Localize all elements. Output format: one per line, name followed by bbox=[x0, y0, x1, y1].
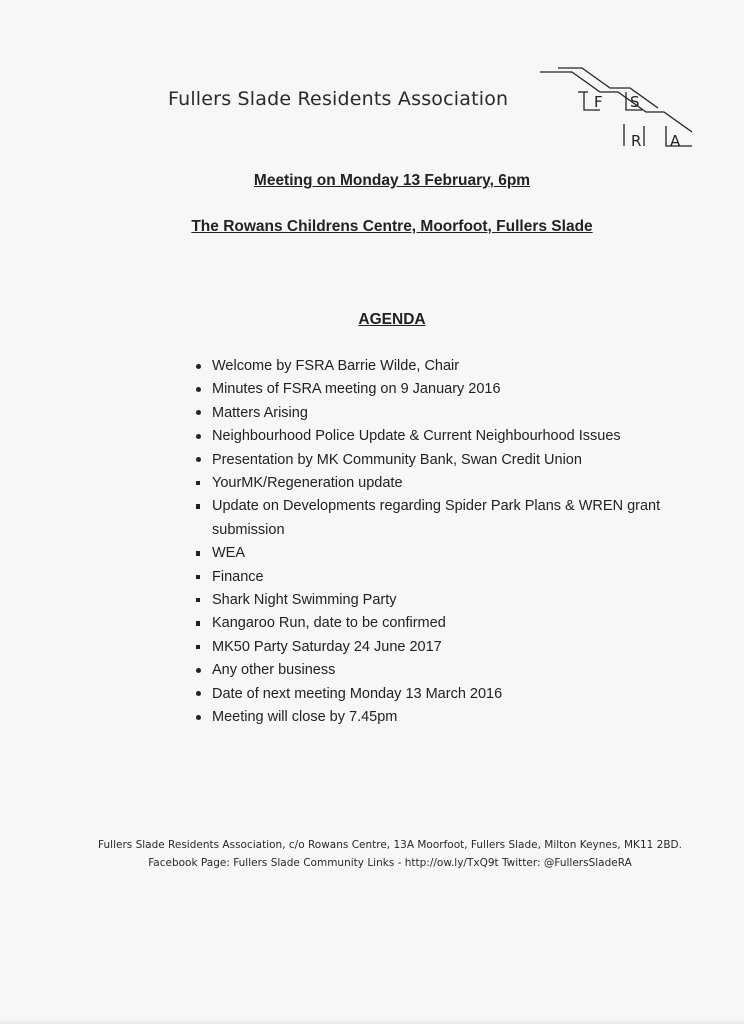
square-bullet-icon bbox=[193, 495, 203, 518]
agenda-item-text: YourMK/Regeneration update bbox=[212, 475, 403, 492]
agenda-item-text: Any other business bbox=[212, 662, 336, 679]
venue-heading: The Rowans Childrens Centre, Moorfoot, Fullers Slade bbox=[191, 218, 593, 235]
agenda-item bbox=[192, 566, 692, 589]
round-bullet-icon bbox=[193, 378, 203, 401]
agenda-item bbox=[192, 378, 692, 401]
square-bullet-icon bbox=[193, 472, 203, 495]
agenda-item bbox=[192, 636, 692, 659]
agenda-item-text: Date of next meeting Monday 13 March 2016 bbox=[212, 685, 503, 702]
agenda-item bbox=[192, 683, 692, 706]
round-bullet-icon bbox=[193, 659, 203, 682]
square-bullet-icon bbox=[193, 636, 203, 659]
agenda-item bbox=[192, 355, 692, 378]
agenda-item bbox=[192, 589, 692, 612]
agenda-item-text: Shark Night Swimming Party bbox=[212, 592, 397, 609]
square-bullet-icon bbox=[193, 542, 203, 565]
square-bullet-icon bbox=[193, 566, 203, 589]
round-bullet-icon bbox=[193, 706, 203, 729]
agenda-item bbox=[192, 659, 692, 682]
logo-letter-f: F bbox=[594, 93, 603, 111]
logo-letter-s: S bbox=[630, 93, 640, 111]
agenda-item-text: Presentation by MK Community Bank, Swan Credit Union bbox=[212, 451, 582, 468]
footer-address: Fullers Slade Residents Association, c/o Rowans Centre, 13A Moorfoot, Fullers Slade, Milton Keynes, MK11 2BD. bbox=[98, 839, 682, 851]
agenda-item bbox=[192, 472, 692, 495]
meeting-heading: Meeting on Monday 13 February, 6pm bbox=[253, 172, 531, 189]
round-bullet-icon bbox=[193, 402, 203, 425]
round-bullet-icon bbox=[193, 425, 203, 448]
agenda-item-text: Meeting will close by 7.45pm bbox=[212, 709, 398, 726]
round-bullet-icon bbox=[193, 355, 203, 378]
agenda-item-text: Welcome by FSRA Barrie Wilde, Chair bbox=[212, 358, 460, 374]
agenda-item-text: Finance bbox=[212, 568, 264, 585]
scan-edge bbox=[0, 1018, 744, 1024]
agenda-item-text: Matters Arising bbox=[212, 404, 308, 421]
agenda-item bbox=[192, 495, 692, 542]
agenda-item-text: MK50 Party Saturday 24 June 2017 bbox=[212, 638, 442, 655]
logo-letter-r: R bbox=[631, 132, 642, 150]
footer-social-links: Facebook Page: Fullers Slade Community Links - http://ow.ly/TxQ9t Twitter: @FullersSladeRA bbox=[148, 857, 632, 869]
agenda-item-text: Minutes of FSRA meeting on 9 January 2016 bbox=[212, 381, 501, 398]
fsra-logo bbox=[538, 66, 698, 156]
round-bullet-icon bbox=[193, 449, 203, 472]
agenda-item bbox=[192, 425, 692, 448]
agenda-item-text: Neighbourhood Police Update & Current Neighbourhood Issues bbox=[212, 428, 621, 445]
agenda-item bbox=[192, 706, 692, 729]
organization-name: Fullers Slade Residents Association bbox=[168, 88, 509, 110]
agenda-item bbox=[192, 449, 692, 472]
agenda-item-text: Kangaroo Run, date to be confirmed bbox=[212, 615, 446, 632]
agenda-item bbox=[192, 612, 692, 635]
square-bullet-icon bbox=[193, 612, 203, 635]
agenda-list bbox=[192, 355, 692, 730]
agenda-item-text: Update on Developments regarding Spider Park Plans & WREN grant submission bbox=[212, 498, 661, 538]
agenda-item bbox=[192, 542, 692, 565]
agenda-item bbox=[192, 402, 692, 425]
agenda-item-text: WEA bbox=[212, 545, 246, 562]
agenda-heading: AGENDA bbox=[358, 311, 426, 328]
round-bullet-icon bbox=[193, 683, 203, 706]
square-bullet-icon bbox=[193, 589, 203, 612]
logo-letter-a: A bbox=[670, 132, 681, 150]
